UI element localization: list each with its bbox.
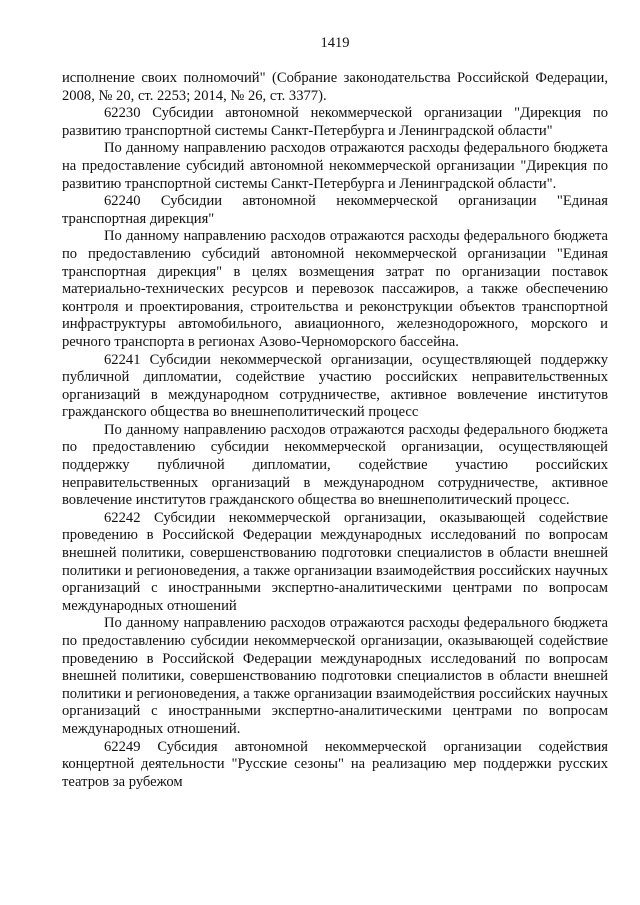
paragraph-62240-body: По данному направлению расходов отражаются расходы федерального бюджета по предоставлению субсидий автономной некоммерческой организации "Единая транспортная дирекция" в целях возмещения затрат по организации поставок материально-технических ресурсов и перевозок пассажиров, а также обеспечению контроля и проектирования, строительства и реконструкции объектов транспортной инфраструктуры автомобильного, авиационного, железнодорожного, морского и речного транспорта в регионах Азово-Черноморского бассейна. <box>62 228 608 350</box>
paragraph-62241-heading: 62241 Субсидии некоммерческой организации, осуществляющей поддержку публичной дипломатии, содействие участию российских неправительственных организаций в международном сотрудничестве, активное вовлечение институтов гражданского общества во внешнеполитический процесс <box>62 351 608 421</box>
paragraph-62241-body: По данному направлению расходов отражаются расходы федерального бюджета по предоставлению субсидии некоммерческой организации, осуществляющей поддержку публичной дипломатии, содействие участию российских неправительственных организаций в международном сотрудничестве, активное вовлечение институтов гражданского общества во внешнеполитический процесс. <box>62 421 608 509</box>
paragraph-62230-heading: 62230 Субсидии автономной некоммерческой организации "Дирекция по развитию транспортной системы Санкт-Петербурга и Ленинградской области" <box>62 105 608 139</box>
paragraph-62240-heading: 62240 Субсидии автономной некоммерческой организации "Единая транспортная дирекция" <box>62 193 608 227</box>
paragraph-continuation: исполнение своих полномочий" (Собрание законодательства Российской Федерации, 2008, № 20, ст. 2253; 2014, № 26, ст. 3377). <box>62 70 608 104</box>
paragraph-62230-body: По данному направлению расходов отражаются расходы федерального бюджета на предоставление субсидий автономной некоммерческой организации "Дирекция по развитию транспортной системы Санкт-Петербурга и Ленинградской области". <box>62 140 608 192</box>
paragraph-62249-heading: 62249 Субсидия автономной некоммерческой организации содействия концертной деятельности "Русские сезоны" на реализацию мер поддержки русских театров за рубежом <box>62 738 608 790</box>
document-page <box>62 34 608 791</box>
paragraph-62242-heading: 62242 Субсидии некоммерческой организации, оказывающей содействие проведению в Российской Федерации международных исследований по вопросам внешней политики, совершенствованию подготовки специалистов в области внешней политики и регионоведения, а также организации взаимодействия российских научных организаций с иностранными экспертно-аналитическими центрами по вопросам международных отношений <box>62 509 608 614</box>
page-number: 1419 <box>320 35 350 51</box>
paragraph-62242-body: По данному направлению расходов отражаются расходы федерального бюджета по предоставлению субсидии некоммерческой организации, оказывающей содействие проведению в Российской Федерации международных исследований по вопросам внешней политики, совершенствованию подготовки специалистов в области внешней политики и регионоведения, а также организации взаимодействия российских научных организаций с иностранными экспертно-аналитическими центрами по вопросам международных отношений. <box>62 615 608 737</box>
